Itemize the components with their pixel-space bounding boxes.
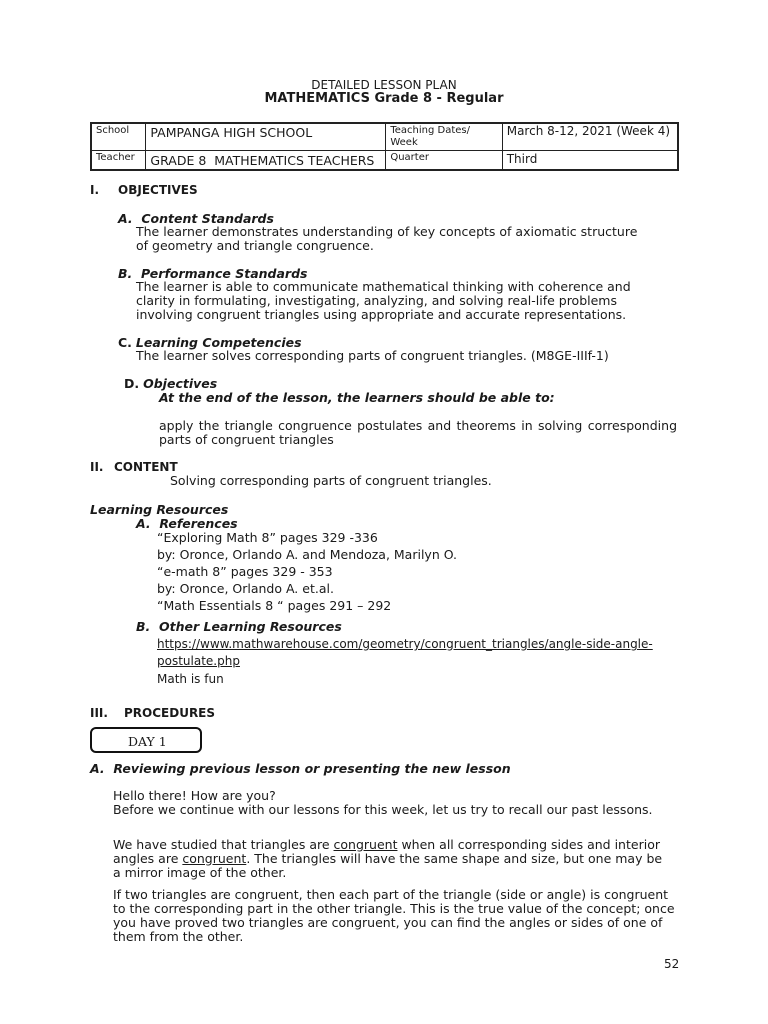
objectives-subheading [124,376,217,391]
resource-link[interactable]: https://www.mathwarehouse.com/geometry/congruent_triangles/angle-side-angle- [157,637,653,651]
teaching-dates-value: March 8-12, 2021 (Week 4) [502,123,678,151]
content-standards-label: A. Content Standards [118,211,274,226]
list-item: by: Oronce, Orlando A. and Mendoza, Marilyn O. [157,547,458,562]
teacher-label: Teacher [91,151,146,171]
teacher-value: GRADE 8 MATHEMATICS TEACHERS [146,151,386,171]
school-label: School [91,123,146,151]
objectives-label: Objectives [143,376,218,391]
document-title: MATHEMATICS Grade 8 - Regular [264,91,504,106]
quarter-label: Quarter [386,151,502,171]
objectives-heading: OBJECTIVES [118,183,198,197]
page-number: 52 [664,957,680,971]
teaching-dates-label: Teaching Dates/ Week [386,123,502,151]
greeting-line: Hello there! How are you? [113,788,276,803]
section-number: II. [90,460,104,474]
learning-resources-heading: Learning Resources [90,502,229,517]
competencies-label: Learning Competencies [135,335,302,350]
list-item: “Exploring Math 8” pages 329 -336 [157,530,378,545]
performance-standards-text: The learner is able to communicate mathematical thinking with coherence and clarity in formulating, investigating, analyzing, and solving real-life problems involving congruent triangles using appropriate and accurate representations. [136,279,631,322]
section-number: III. [90,706,108,720]
list-item: “Math Essentials 8 “ pages 291 – 292 [157,598,392,613]
objectives-intro: At the end of the lesson, the learners should be able to: [159,390,555,405]
section-number: I. [90,183,100,197]
corresponding-parts-paragraph: If two triangles are congruent, then each part of the triangle (side or angle) is congruent to the corresponding part in the other triangle. This is the true value of the concept; once you have proved two triangles are congruent, you can find the angles or sides of one of them from the other. [113,887,675,944]
congruence-paragraph [113,838,669,880]
review-lesson-label: A. Reviewing previous lesson or presenting the new lesson [90,761,511,776]
school-value: PAMPANGA HIGH SCHOOL [146,123,386,151]
underlined-term: congruent [333,837,398,852]
procedures-heading: PROCEDURES [124,706,216,720]
references-list [157,529,457,614]
recall-line: Before we continue with our lessons for this week, let us try to recall our past lessons. [113,802,653,817]
day-label-box [90,727,202,753]
math-is-fun-text: Math is fun [157,672,224,686]
competencies-text: The learner solves corresponding parts of congruent triangles. (M8GE-IIIf-1) [136,348,609,363]
other-resources-label: B. Other Learning Resources [136,619,342,634]
underlined-term: congruent [182,851,247,866]
text-run: when all corresponding sides and interior angles are [113,837,660,866]
objectives-text: apply the triangle congruence postulates and theorems in solving corresponding parts of congruent triangles [159,418,677,447]
quarter-value: Third [502,151,678,171]
performance-standards-label: B. Performance Standards [118,266,308,281]
table-row [91,123,678,151]
resource-link-continued[interactable]: postulate.php [157,654,240,668]
list-item: by: Oronce, Orlando A. et.al. [157,581,334,596]
table-row [91,151,678,171]
competencies-letter: C. [118,335,132,350]
content-standards-text: The learner demonstrates understanding of key concepts of axiomatic structure of geometry and triangle congruence. [136,224,638,253]
text-run: . The triangles will have the same shape and size, but one may be a mirror image of the other. [113,851,663,880]
text-run: We have studied that triangles are [113,837,334,852]
day-label: DAY 1 [128,734,167,749]
lesson-info-table [90,122,679,171]
references-label: A. References [136,516,238,531]
list-item: “e-math 8” pages 329 - 353 [157,564,333,579]
objectives-letter: D. [124,376,140,391]
document-subtitle: DETAILED LESSON PLAN [311,78,457,92]
content-text: Solving corresponding parts of congruent triangles. [170,473,492,488]
content-heading: CONTENT [114,460,178,474]
